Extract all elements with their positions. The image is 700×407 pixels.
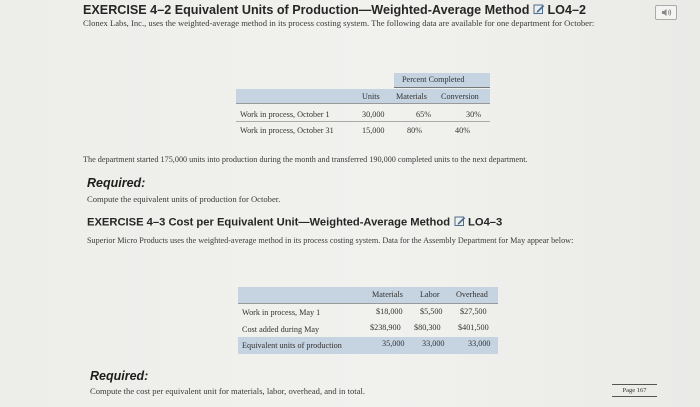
table-cell-overhead: 33,000 (468, 339, 491, 348)
table-cell-materials: 65% (416, 110, 432, 119)
table-cell-conversion: 30% (466, 110, 482, 119)
table-cell-labor: $5,500 (420, 307, 443, 316)
column-header-conversion: Conversion (441, 92, 479, 101)
exercise-4-3-required-text: Compute the cost per equivalent unit for materials, labor, overhead, and in total. (90, 386, 366, 396)
table-cell-materials: 80% (407, 126, 423, 135)
table-cell-materials: $18,000 (376, 307, 403, 316)
table-cell-overhead: $27,500 (460, 307, 487, 316)
exercise-4-3-title-text: EXERCISE 4–3 Cost per Equivalent Unit—Weighted-Average Method (87, 216, 451, 229)
exercise-4-2-code: LO4–2 (547, 3, 586, 17)
table-cell-units: 30,000 (362, 110, 385, 119)
table-row-label: Equivalent units of production (242, 341, 342, 350)
column-header-overhead: Overhead (456, 290, 488, 299)
table-row-label: Work in process, May 1 (242, 308, 321, 317)
exercise-4-2-intro: Clonex Labs, Inc., uses the weighted-average method in its process costing system. The following data are available for one department for October: (83, 18, 595, 28)
exercise-4-3-intro: Superior Micro Products uses the weighted-average method in its process costing system. Data for the Assembly Department for May appear below: (87, 236, 574, 245)
column-header-labor: Labor (420, 290, 440, 299)
table-cell-materials: $238,900 (370, 323, 401, 332)
header-bottom-rule (238, 303, 498, 304)
table-cell-labor: $80,300 (414, 323, 441, 332)
exercise-4-3-required-label: Required: (90, 369, 149, 383)
column-group-header: Percent Completed (402, 75, 465, 84)
table-cell-conversion: 40% (455, 126, 471, 135)
table-row-label: Cost added during May (242, 325, 320, 334)
page-number: Page 167 (612, 384, 657, 397)
table-cell-units: 15,000 (362, 126, 385, 135)
table-cell-labor: 33,000 (422, 339, 445, 348)
table-cell-overhead: $401,500 (458, 323, 489, 332)
exercise-4-3-code: LO4–3 (468, 216, 503, 229)
column-header-materials: Materials (396, 92, 427, 101)
table-cell-materials: 35,000 (382, 339, 405, 348)
exercise-4-2-required-label: Required: (87, 176, 146, 190)
exercise-4-2-after-text: The department started 175,000 units into production during the month and transferred 190,000 completed units to the next department. (83, 155, 528, 164)
column-header-units: Units (362, 92, 380, 101)
exercise-4-2-title-text: EXERCISE 4–2 Equivalent Units of Production—Weighted-Average Method (83, 3, 530, 17)
table-row-label: Work in process, October 31 (240, 126, 334, 135)
column-header-materials: Materials (372, 290, 403, 299)
exercise-4-2-required-text: Compute the equivalent units of production for October. (87, 194, 281, 204)
table-row-label: Work in process, October 1 (240, 110, 330, 119)
